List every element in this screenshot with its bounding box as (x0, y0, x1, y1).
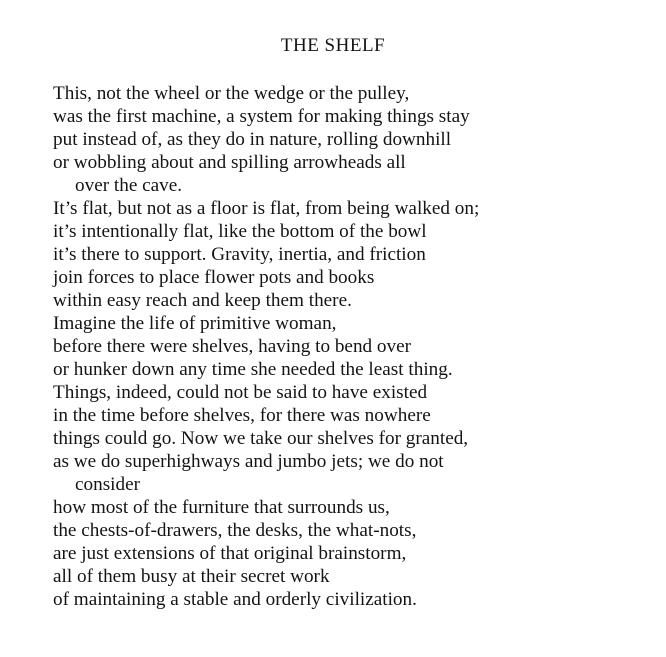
poem-line: it’s intentionally flat, like the bottom of the bowl (53, 221, 427, 242)
poem-line: things could go. Now we take our shelves for granted, (53, 428, 469, 449)
poem-line: It’s flat, but not as a floor is flat, from being walked on; (53, 198, 480, 219)
poem-body (53, 82, 653, 611)
poem-line: all of them busy at their secret work (53, 566, 330, 587)
poem-title: THE SHELF (280, 35, 386, 56)
poem-line: Things, indeed, could not be said to have existed (53, 382, 428, 403)
poem-line: Imagine the life of primitive woman, (53, 313, 337, 334)
poem-line: was the first machine, a system for making things stay (53, 106, 470, 127)
poem-line: or wobbling about and spilling arrowheads all (53, 152, 406, 173)
poem-line: This, not the wheel or the wedge or the pulley, (53, 83, 410, 104)
poem-line-continuation: over the cave. (75, 175, 183, 196)
poem-line: are just extensions of that original brainstorm, (53, 543, 407, 564)
poem-line: before there were shelves, having to bend over (53, 336, 412, 357)
poem-line: put instead of, as they do in nature, rolling downhill (53, 129, 452, 150)
poem-line: in the time before shelves, for there was nowhere (53, 405, 431, 426)
poem-line: as we do superhighways and jumbo jets; we do not (53, 451, 444, 472)
poem-line: the chests-of-drawers, the desks, the what-nots, (53, 520, 417, 541)
poem-line: join forces to place flower pots and books (53, 267, 375, 288)
poem-line: or hunker down any time she needed the least thing. (53, 359, 453, 380)
poem-line: of maintaining a stable and orderly civilization. (53, 589, 417, 610)
poem-line: within easy reach and keep them there. (53, 290, 352, 311)
poem-line-continuation: consider (75, 474, 141, 495)
poem-line: it’s there to support. Gravity, inertia, and friction (53, 244, 426, 265)
poem-line: how most of the furniture that surrounds us, (53, 497, 390, 518)
